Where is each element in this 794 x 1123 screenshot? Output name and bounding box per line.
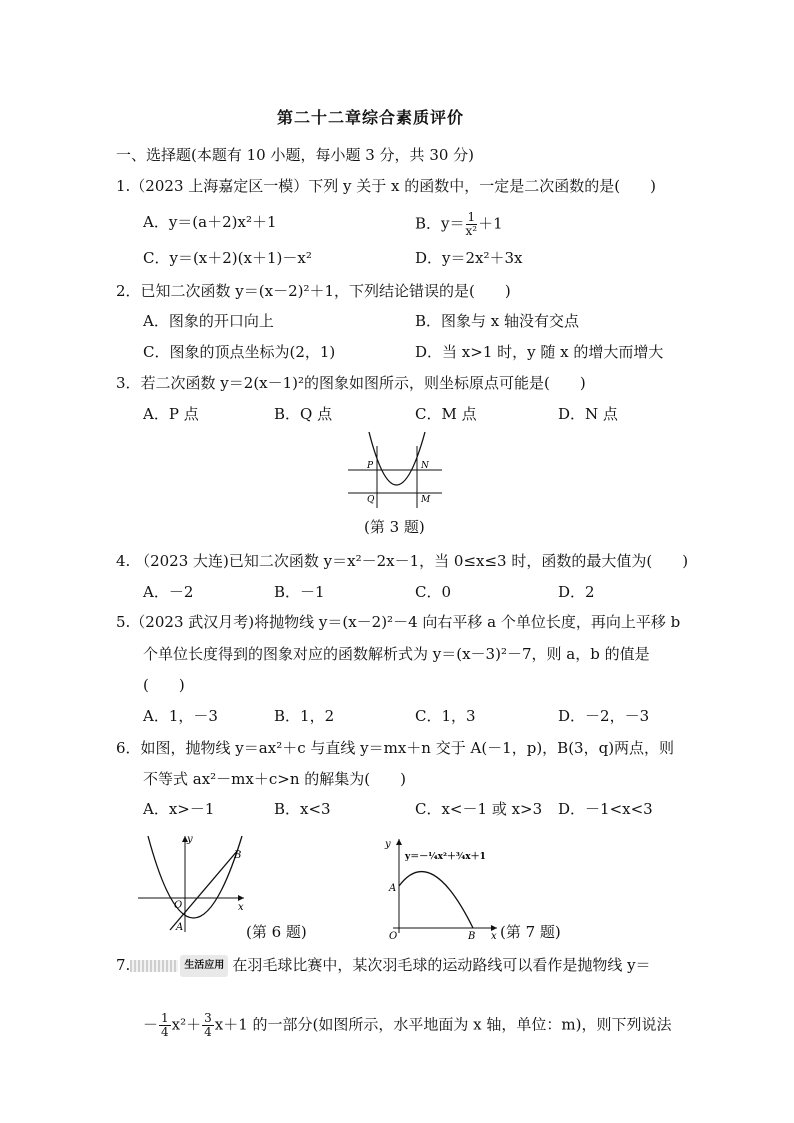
question-1-option-c: C．y＝(x＋2)(x＋1)－x²: [143, 249, 312, 267]
origin-label: O: [389, 931, 398, 939]
fraction-numerator: 1: [161, 1011, 169, 1025]
question-2-stem: 2．已知二次函数 y＝(x－2)²＋1，下列结论错误的是( ): [116, 282, 511, 300]
question-3-option-b: B．Q 点: [274, 405, 333, 423]
question-3-option-d: D．N 点: [558, 405, 618, 423]
point-label-m: M: [421, 495, 431, 505]
question-7-line-1: [116, 955, 651, 977]
fraction-denominator: 4: [161, 1025, 169, 1039]
question-5-line-1: 5.（2023 武汉月考)将抛物线 y＝(x－2)²－4 向右平移 a 个单位长度，再向上平移 b: [116, 613, 681, 631]
point-label-p: P: [367, 461, 374, 471]
question-3-stem: 3．若二次函数 y＝2(x－1)²的图象如图所示，则坐标原点可能是( ): [116, 374, 586, 392]
point-label-a: A: [389, 883, 397, 894]
fraction-three-quarters: [202, 1012, 214, 1039]
placeholder-graphic: [130, 960, 178, 972]
point-label-b: B: [468, 931, 476, 939]
option-b-fraction: [466, 211, 478, 238]
question-5-option-c: C．1，3: [415, 707, 476, 725]
x-axis-arrow: [238, 895, 244, 901]
parabola-curve: [148, 836, 242, 918]
point-label-a: A: [176, 922, 184, 933]
question-5-line-3: ( ): [143, 676, 185, 694]
question-7-figure: [375, 833, 505, 939]
question-4-option-d: D．2: [558, 583, 595, 601]
question-6-option-d: D．－1<x<3: [558, 800, 653, 818]
section-heading: 一、选择题(本题有 10 小题，每小题 3 分，共 30 分): [116, 146, 475, 164]
axis-label-y: y: [385, 839, 391, 850]
category-tag: 生活应用: [180, 955, 228, 977]
fraction-denominator: x²: [465, 224, 478, 238]
trajectory-curve: [399, 872, 473, 928]
question-5-option-d: D．－2，－3: [558, 707, 650, 725]
point-label-b: B: [234, 850, 242, 861]
question-1-stem: 1.（2023 上海嘉定区一模）下列 y 关于 x 的函数中，一定是二次函数的是( ): [116, 177, 656, 195]
question-2-option-c: C．图象的顶点坐标为(2，1): [143, 343, 336, 361]
question-3-figure: [345, 428, 445, 510]
question-7-caption: (第 7 题): [500, 923, 561, 941]
curve-equation: y＝－¼x²＋¾x＋1: [405, 852, 486, 862]
question-2-option-a: A．图象的开口向上: [143, 312, 274, 330]
fraction-numerator: 1: [467, 210, 476, 224]
question-7-text-1: 在羽毛球比赛中，某次羽毛球的运动路线可以看作是抛物线 y＝: [232, 956, 651, 974]
question-7-line-2: [143, 1012, 671, 1039]
question-1-option-a: A．y＝(a＋2)x²＋1: [143, 213, 277, 231]
axis-label-x: x: [238, 902, 244, 913]
question-1-option-b: [415, 211, 503, 238]
question-5-line-2: 个单位长度得到的图象对应的函数解析式为 y＝(x－3)²－7，则 a，b 的值是: [143, 645, 650, 663]
question-4-stem: 4. （2023 大连)已知二次函数 y＝x²－2x－1，当 0≤x≤3 时，函数的最大值为( ): [116, 552, 689, 570]
question-2-option-d: D．当 x>1 时，y 随 x 的增大而增大: [415, 343, 664, 361]
question-7-number: 7.: [116, 956, 131, 974]
question-6-figure: [130, 828, 250, 938]
straight-line: [170, 850, 238, 930]
question-5-option-a: A．1，－3: [143, 707, 218, 725]
question-6-option-c: C．x<－1 或 x>3: [415, 800, 543, 818]
question-3-caption: (第 3 题): [364, 518, 425, 536]
question-1-option-d: D．y＝2x²＋3x: [415, 249, 523, 267]
question-3-option-c: C．M 点: [415, 405, 477, 423]
question-4-option-c: C．0: [415, 583, 452, 601]
question-6-line-1: 6．如图，抛物线 y＝ax²＋c 与直线 y＝mx＋n 交于 A(－1，p)，B(3，q)两点，则: [116, 739, 675, 757]
question-7-text-2: x＋1 的一部分(如图所示，水平地面为 x 轴，单位：m)，则下列说法: [214, 1015, 672, 1034]
origin-label: O: [174, 900, 183, 911]
option-b-prefix: B．y＝: [415, 214, 465, 233]
question-7-text-mid: x²＋: [171, 1015, 202, 1034]
fraction-denominator: 4: [204, 1025, 212, 1039]
question-6-caption: (第 6 题): [246, 923, 307, 941]
question-4-option-a: A．－2: [143, 583, 194, 601]
question-6-option-a: A．x>－1: [143, 800, 215, 818]
question-5-option-b: B．1，2: [274, 707, 335, 725]
question-3-option-a: A．P 点: [143, 405, 199, 423]
minus-sign: －: [143, 1015, 159, 1034]
y-axis-arrow: [396, 839, 402, 845]
axis-label-y: y: [187, 834, 193, 845]
fraction-one-quarter: [159, 1012, 171, 1039]
question-6-line-2: 不等式 ax²－mx＋c>n 的解集为( ): [143, 770, 406, 788]
point-label-n: N: [421, 461, 429, 471]
option-b-suffix: ＋1: [478, 214, 503, 233]
question-2-option-b: B．图象与 x 轴没有交点: [415, 312, 580, 330]
fraction-numerator: 3: [204, 1011, 212, 1025]
point-label-q: Q: [367, 495, 375, 505]
question-6-option-b: B．x<3: [274, 800, 331, 818]
question-4-option-b: B．－1: [274, 583, 325, 601]
axis-label-x: x: [491, 931, 497, 939]
page-title: 第二十二章综合素质评价: [277, 108, 465, 127]
